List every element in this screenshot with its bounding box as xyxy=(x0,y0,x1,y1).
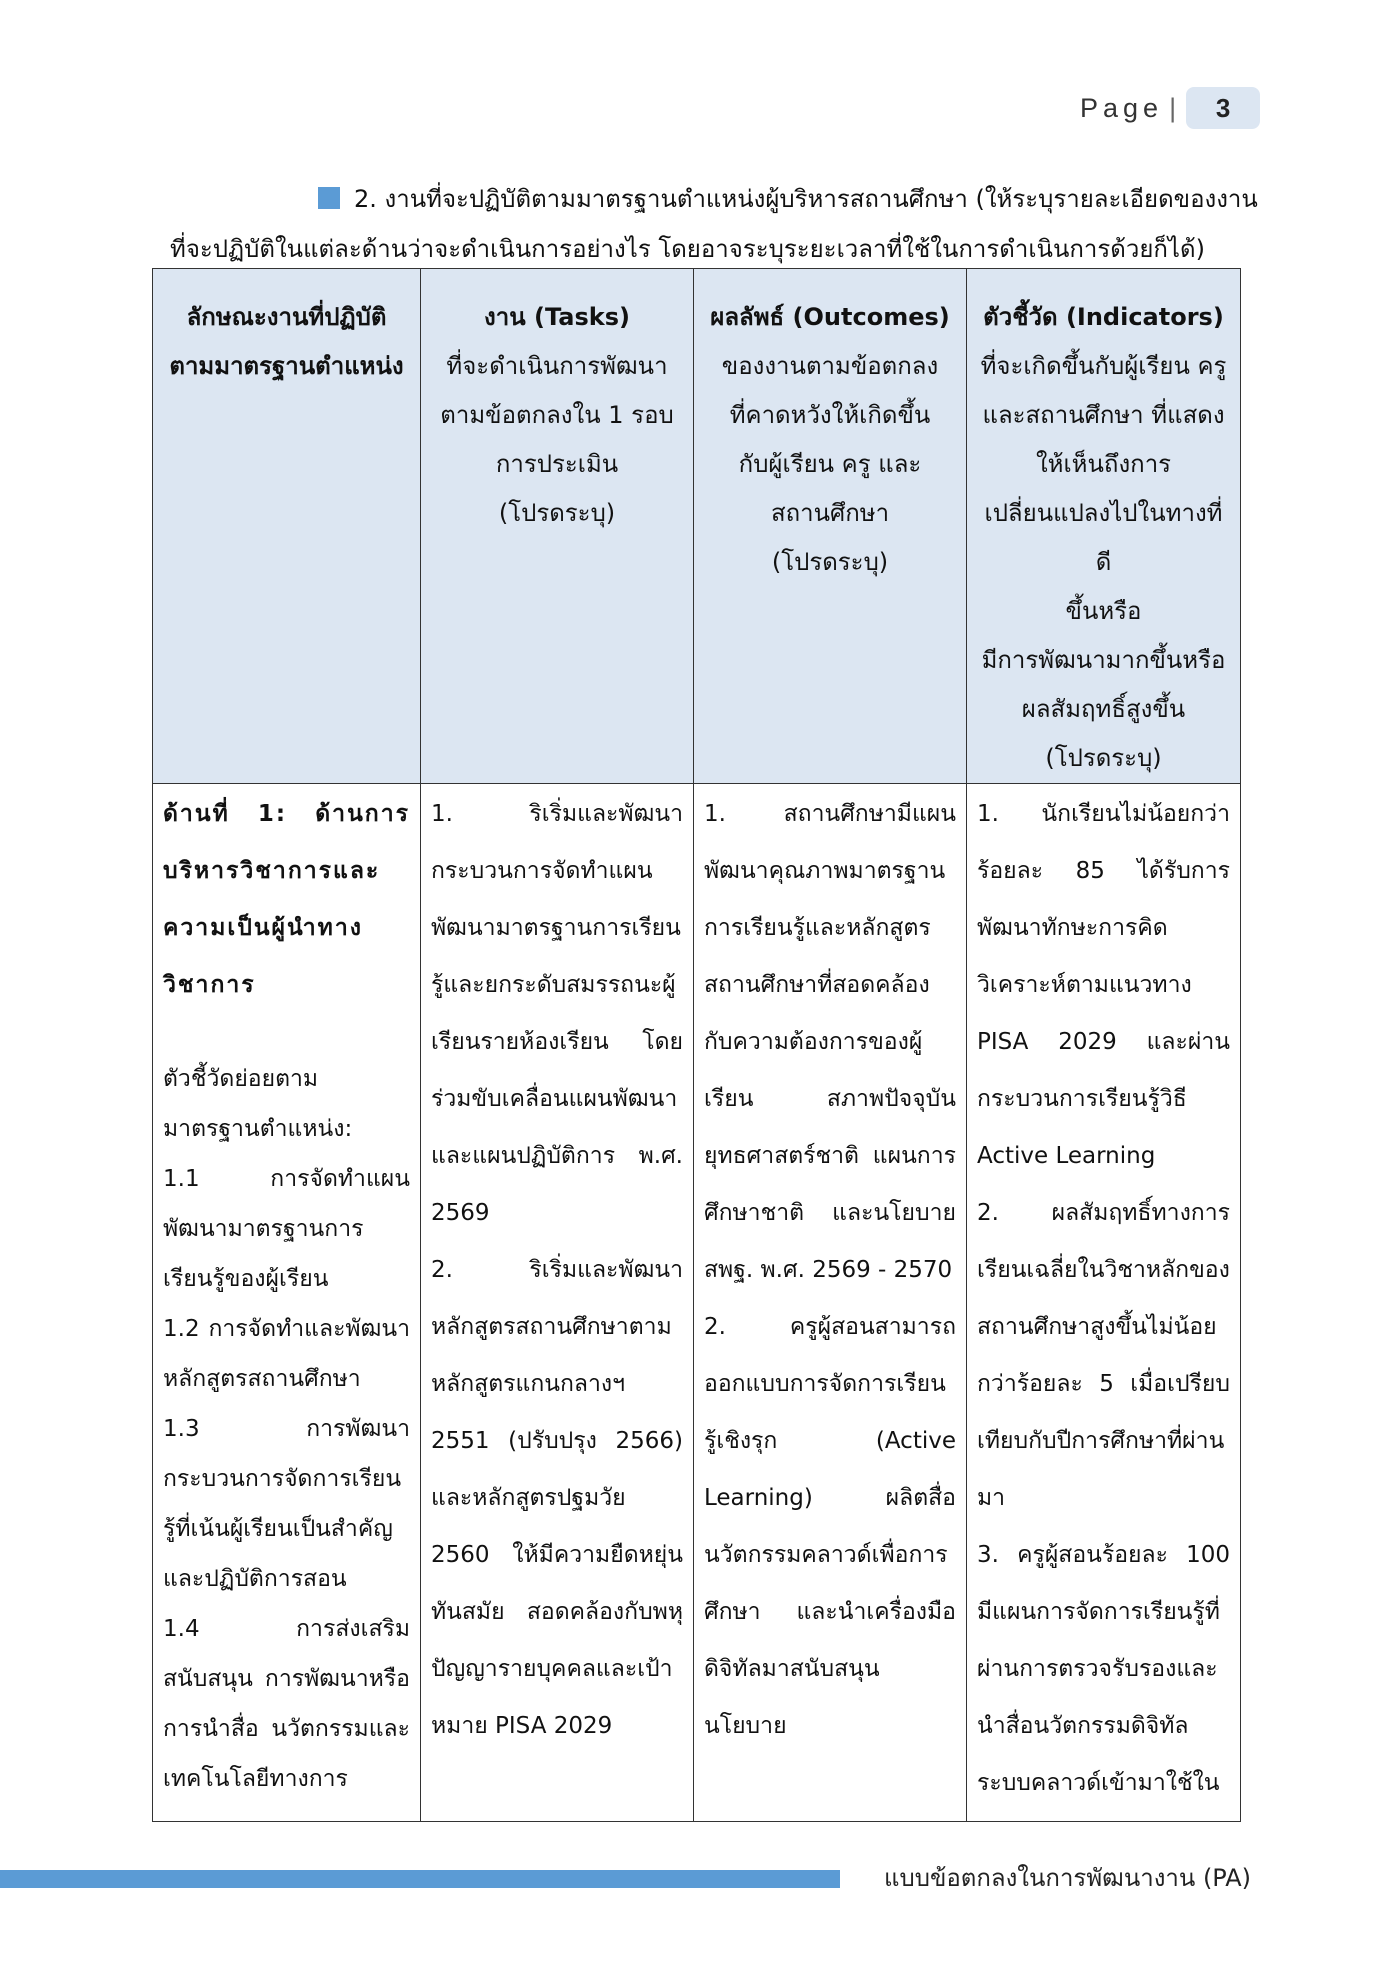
header-title: งาน (Tasks) xyxy=(484,303,630,331)
page-header xyxy=(1080,86,1260,130)
page-label: Page xyxy=(1080,92,1164,123)
outcome-item: 1. สถานศึกษามีแผนพัฒนาคุณภาพมาตรฐานการเรียนรู้และหลักสูตรสถานศึกษาที่สอดคล้องกับความต้องการของผู้เรียน สภาพปัจจุบัน ยุทธศาสตร์ชาติ แผนการศึกษาชาติ และนโยบาย สพฐ. พ.ศ. 2569 - 2570 xyxy=(704,801,956,1283)
header-line: ที่จะดำเนินการพัฒนา xyxy=(446,352,668,380)
header-line: (โปรดระบุ) xyxy=(1045,744,1162,772)
sub-indicator-item: 1.1 การจัดทำแผนพัฒนามาตรฐานการเรียนรู้ของผู้เรียน xyxy=(163,1166,410,1292)
header-cell-outcomes xyxy=(694,269,967,784)
header-line: และสถานศึกษา ที่แสดง xyxy=(982,401,1225,429)
header-title: ตัวชี้วัด (Indicators) xyxy=(983,303,1224,331)
header-line: ขึ้นหรือ xyxy=(1065,597,1142,625)
cell-indicators xyxy=(967,784,1241,1822)
task-item: 1. ริเริ่มและพัฒนากระบวนการจัดทำแผนพัฒนามาตรฐานการเรียนรู้และยกระดับสมรรถนะผู้เรียนรายห้องเรียน โดยร่วมขับเคลื่อนแผนพัฒนาและแผนปฏิบัติการ พ.ศ. 2569 xyxy=(431,801,683,1226)
indicator-item: 3. ครูผู้สอนร้อยละ 100 มีแผนการจัดการเรียนรู้ที่ผ่านการตรวจรับรองและนำสื่อนวัตกรรมดิจิทัลระบบคลาวด์เข้ามาใช้ใน xyxy=(977,1542,1230,1796)
header-line: ผลสัมฤทธิ์สูงขึ้น xyxy=(1021,695,1186,723)
header-line: ให้เห็นถึงการ xyxy=(1035,450,1172,478)
header-line: (โปรดระบุ) xyxy=(498,499,616,527)
header-title: ผลลัพธ์ (Outcomes) xyxy=(710,303,950,331)
header-line: (โปรดระบุ) xyxy=(771,548,889,576)
outcome-item: 2. ครูผู้สอนสามารถออกแบบการจัดการเรียนรู้เชิงรุก (Active Learning) ผลิตสื่อนวัตกรรมคลาวด์เพื่อการศึกษา และนำเครื่องมือดิจิทัลมาสนับสนุนนโยบาย xyxy=(704,1314,956,1739)
spacer xyxy=(163,1014,410,1054)
header-line: ตามข้อตกลงใน 1 รอบ xyxy=(440,401,674,429)
table-header-row xyxy=(153,269,1241,784)
footer-bar xyxy=(0,1870,840,1888)
task-item: 2. ริเริ่มและพัฒนาหลักสูตรสถานศึกษาตามหลักสูตรแกนกลางฯ 2551 (ปรับปรุง 2566) และหลักสูตรปฐมวัย 2560 ให้มีความยืดหยุ่นทันสมัย สอดคล้องกับพหุปัญญารายบุคคลและเป้าหมาย PISA 2029 xyxy=(431,1257,683,1739)
header-line: ที่คาดหวังให้เกิดขึ้น xyxy=(729,401,931,429)
table-row xyxy=(153,784,1241,1822)
page-separator: | xyxy=(1169,92,1177,123)
header-line: สถานศึกษา xyxy=(770,499,890,527)
header-cell-standard xyxy=(153,269,421,784)
header-cell-indicators xyxy=(967,269,1241,784)
header-line: มีการพัฒนามากขึ้นหรือ xyxy=(981,646,1226,674)
intro-line-1 xyxy=(170,174,1258,224)
footer-title: แบบข้อตกลงในการพัฒนางาน (PA) xyxy=(884,1864,1252,1892)
header-line: ตามมาตรฐานตำแหน่ง xyxy=(169,352,404,380)
header-title: ลักษณะงานที่ปฏิบัติ xyxy=(186,303,387,331)
header-line: ที่จะเกิดขึ้นกับผู้เรียน ครู xyxy=(980,352,1227,380)
indicator-item: 1. นักเรียนไม่น้อยกว่าร้อยละ 85 ได้รับการพัฒนาทักษะการคิดวิเคราะห์ตามแนวทาง PISA 2029 และผ่านกระบวนการเรียนรู้วิธี Active Learning xyxy=(977,801,1230,1169)
domain-title: ด้านที่ 1: ด้านการบริหารวิชาการและความเป็นผู้นำทางวิชาการ xyxy=(163,801,410,998)
indicator-item: 2. ผลสัมฤทธิ์ทางการเรียนเฉลี่ยในวิชาหลักของสถานศึกษาสูงขึ้นไม่น้อยกว่าร้อยละ 5 เมื่อเปรียบเทียบกับปีการศึกษาที่ผ่านมา xyxy=(977,1200,1230,1511)
header-cell-tasks xyxy=(421,269,694,784)
square-bullet-icon xyxy=(318,187,340,209)
cell-outcomes xyxy=(694,784,967,1822)
header-line: เปลี่ยนแปลงไปในทางที่ดี xyxy=(984,499,1223,576)
intro-text-1: 2. งานที่จะปฏิบัติตามมาตรฐานตำแหน่งผู้บริหารสถานศึกษา (ให้ระบุรายละเอียดของงาน xyxy=(354,185,1258,213)
intro-text-2: ที่จะปฏิบัติในแต่ละด้านว่าจะดำเนินการอย่างไร โดยอาจระบุระยะเวลาที่ใช้ในการดำเนินการด้วยก็ได้) xyxy=(170,235,1205,263)
section-intro xyxy=(170,174,1258,274)
sub-indicator-item: 1.4 การส่งเสริมสนับสนุน การพัฒนาหรือการนำสื่อ นวัตกรรมและเทคโนโลยีทางการ xyxy=(163,1616,410,1792)
header-line: กับผู้เรียน ครู และ xyxy=(738,450,922,478)
cell-standard xyxy=(153,784,421,1822)
header-line: การประเมิน xyxy=(495,450,619,478)
sub-indicator-heading: ตัวชี้วัดย่อยตามมาตรฐานตำแหน่ง: xyxy=(163,1066,353,1142)
sub-indicator-item: 1.3 การพัฒนากระบวนการจัดการเรียนรู้ที่เน้นผู้เรียนเป็นสำคัญและปฏิบัติการสอน xyxy=(163,1416,410,1592)
pa-table xyxy=(152,268,1241,1822)
cell-tasks xyxy=(421,784,694,1822)
header-line: ของงานตามข้อตกลง xyxy=(721,352,939,380)
sub-indicator-item: 1.2 การจัดทำและพัฒนาหลักสูตรสถานศึกษา xyxy=(163,1316,410,1392)
page-number: 3 xyxy=(1186,87,1260,129)
